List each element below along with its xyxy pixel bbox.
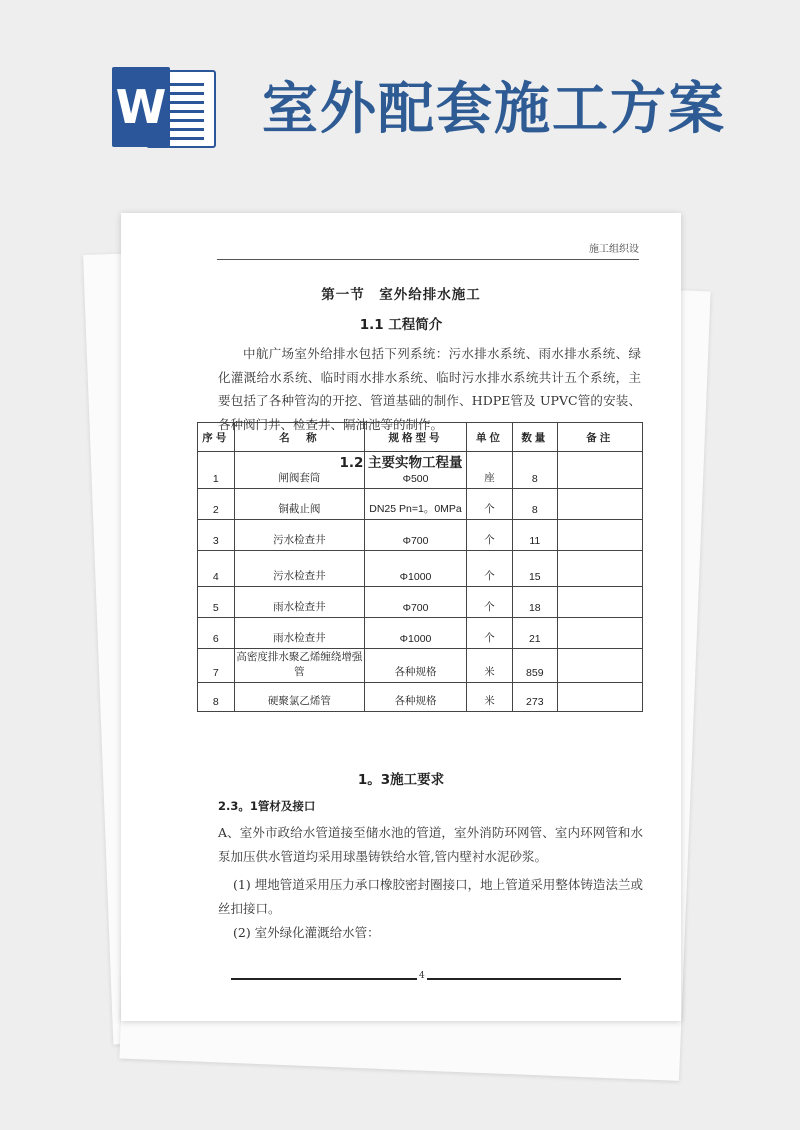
cell-qty: 8: [513, 452, 557, 489]
cell-note: [557, 649, 642, 683]
table-row: [198, 618, 643, 649]
running-header: 施工组织设: [217, 243, 639, 260]
cell-name: 污水检查井: [234, 520, 365, 551]
paragraph: (2) 室外绿化灌溉给水管：: [233, 925, 380, 940]
section-title: 第一节 室外给排水施工: [321, 287, 481, 303]
cell-note: [557, 618, 642, 649]
cell-unit: 个: [466, 618, 512, 649]
cell-unit: 个: [466, 489, 512, 520]
paragraph: (1) 埋地管道采用压力承口橡胶密封圈接口，地上管道采用整体铸造法兰或丝扣接口。: [218, 877, 643, 916]
cell-qty: 21: [513, 618, 557, 649]
cell-unit: 个: [466, 551, 512, 587]
table-row: [198, 683, 643, 712]
cell-unit: 米: [466, 683, 512, 712]
word-icon: [112, 67, 214, 147]
header-seq: 序号: [198, 423, 235, 452]
cell-seq: 1: [198, 452, 235, 489]
cell-unit: 米: [466, 649, 512, 683]
cell-name: 铜截止阀: [234, 489, 365, 520]
cell-note: [557, 587, 642, 618]
cell-note: [557, 683, 642, 712]
table-row: [198, 489, 643, 520]
intro-text: 中航广场室外给排水包括下列系统：污水排水系统、雨水排水系统、绿化灌溉给水系统、临时雨水排水系统、临时污水排水系统共计五个系统，主要包括了各种管沟的开挖、管道基础的制作、HDPE管及 UPVC管的安装、各种阀门井、检查井、隔油池等的制作。: [218, 346, 641, 432]
page-number: 4: [419, 971, 425, 981]
cell-unit: 座: [466, 452, 512, 489]
cell-qty: 8: [513, 489, 557, 520]
cell-qty: 18: [513, 587, 557, 618]
cell-spec: Φ1000: [365, 618, 467, 649]
subsection-title: 1.1 工程简介: [359, 317, 443, 333]
document-page: [121, 213, 681, 1021]
table-row: [198, 587, 643, 618]
cell-seq: 5: [198, 587, 235, 618]
cell-note: [557, 520, 642, 551]
requirements-title: 1。3施工要求: [357, 772, 445, 788]
header-qty: 数量: [513, 423, 557, 452]
cell-seq: 4: [198, 551, 235, 587]
table-row: [198, 520, 643, 551]
table-row: [198, 649, 643, 683]
cell-seq: 3: [198, 520, 235, 551]
header-note: 备注: [557, 423, 642, 452]
cell-unit: 个: [466, 520, 512, 551]
cell-spec: DN25 Pn=1。0MPa: [365, 489, 467, 520]
table-row: [198, 551, 643, 587]
cell-seq: 7: [198, 649, 235, 683]
header-name: 名 称: [234, 423, 365, 452]
cell-spec: Φ1000: [365, 551, 467, 587]
header-unit: 单位: [466, 423, 512, 452]
cell-name: 污水检查井: [234, 551, 365, 587]
cell-unit: 个: [466, 587, 512, 618]
cell-name: 高密度排水聚乙烯缠绕增强管: [234, 649, 365, 683]
cell-name: 雨水检查井: [234, 618, 365, 649]
cell-note: [557, 489, 642, 520]
cell-spec: Φ700: [365, 520, 467, 551]
cell-qty: 859: [513, 649, 557, 683]
word-letter-badge: W: [112, 67, 170, 147]
cell-name: 闸阀套筒: [234, 452, 365, 489]
cell-name: 硬聚氯乙烯管: [234, 683, 365, 712]
cell-qty: 11: [513, 520, 557, 551]
cell-qty: 273: [513, 683, 557, 712]
cell-name: 雨水检查井: [234, 587, 365, 618]
header-spec: 规格型号: [365, 423, 467, 452]
paragraph: A、室外市政给水管道接至储水池的管道，室外消防环网管、室内环网管和水泵加压供水管道均采用球墨铸铁给水管,管内壁衬水泥砂浆。: [218, 825, 643, 864]
banner-title: 室外配套施工方案: [262, 77, 726, 142]
cell-note: [557, 551, 642, 587]
cell-seq: 6: [198, 618, 235, 649]
cell-seq: 8: [198, 683, 235, 712]
subsection-title: 1.2 主要实物工程量: [339, 455, 463, 471]
cell-spec: Φ500: [365, 452, 467, 489]
cell-spec: 各种规格: [365, 649, 467, 683]
table-header-row: [198, 423, 643, 452]
cell-seq: 2: [198, 489, 235, 520]
cell-spec: Φ700: [365, 587, 467, 618]
cell-spec: 各种规格: [365, 683, 467, 712]
materials-subtitle: 2.3。1管材及接口: [218, 799, 316, 813]
cell-qty: 15: [513, 551, 557, 587]
